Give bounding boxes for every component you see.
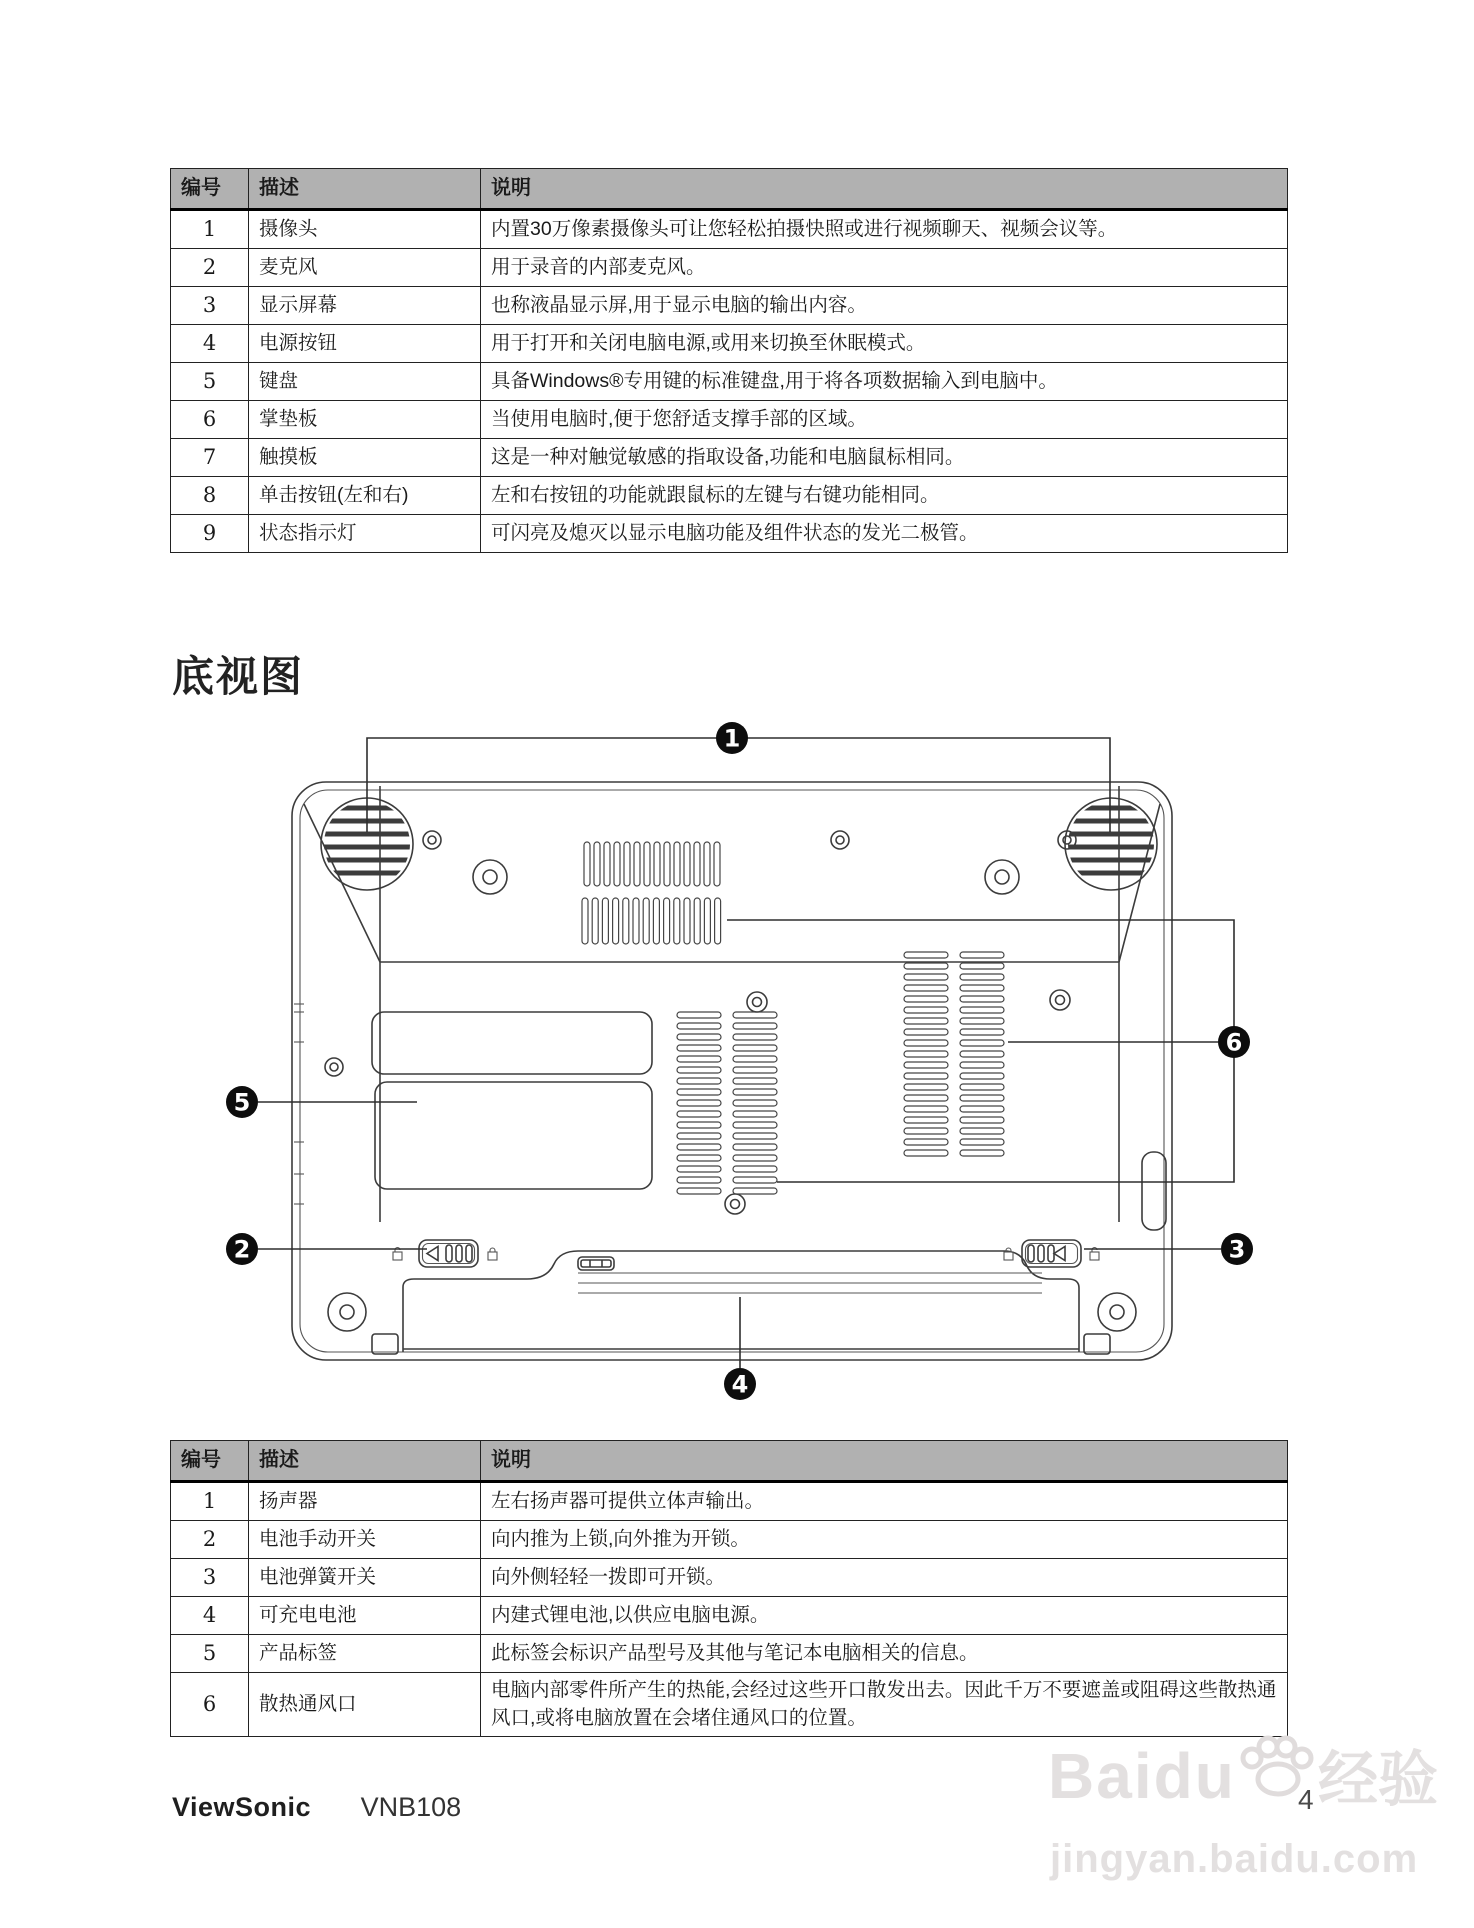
- battery-latch-spring: [1004, 1240, 1099, 1267]
- top-vent-row1: [584, 842, 720, 886]
- svg-text:3: 3: [1228, 1235, 1246, 1264]
- row-description: 散热通风口: [249, 1673, 481, 1737]
- svg-text:6: 6: [1225, 1028, 1243, 1057]
- col-header-description: 描述: [249, 169, 481, 210]
- speaker-grille-right: [1064, 798, 1158, 890]
- left-edge-ticks: [294, 1004, 304, 1204]
- rubber-feet: [328, 1293, 1136, 1354]
- battery-latch-manual: [393, 1240, 497, 1267]
- section-title-bottom-view: 底视图: [172, 653, 305, 700]
- row-explanation: 向外侧轻轻一拨即可开锁。: [481, 1559, 1288, 1597]
- page-number: 4: [1298, 1784, 1314, 1815]
- row-description: 电池弹簧开关: [249, 1559, 481, 1597]
- row-description: 电池手动开关: [249, 1521, 481, 1559]
- row-explanation: 用于录音的内部麦克风。: [481, 249, 1288, 287]
- row-explanation: 可闪亮及熄灭以显示电脑功能及组件状态的发光二极管。: [481, 515, 1288, 553]
- row-description: 显示屏幕: [249, 287, 481, 325]
- table-row: [171, 1673, 1288, 1737]
- table-row: [171, 363, 1288, 401]
- col-header-description: 描述: [249, 1441, 481, 1482]
- lock-icon: [488, 1248, 497, 1260]
- row-explanation: 这是一种对触觉敏感的指取设备,功能和电脑鼠标相同。: [481, 439, 1288, 477]
- row-number: 1: [171, 1482, 249, 1521]
- table-row: [171, 477, 1288, 515]
- table-header-row: [171, 1441, 1288, 1482]
- callout-4: [724, 1368, 756, 1400]
- row-number: 2: [171, 249, 249, 287]
- callout-6: [1218, 1026, 1250, 1058]
- row-explanation: 此标签会标识产品型号及其他与笔记本电脑相关的信息。: [481, 1635, 1288, 1673]
- row-explanation: 左右扬声器可提供立体声输出。: [481, 1482, 1288, 1521]
- row-number: 1: [171, 210, 249, 249]
- col-header-explanation: 说明: [481, 1441, 1288, 1482]
- baidu-watermark: [1046, 1734, 1474, 1892]
- callout-1: [716, 722, 748, 754]
- row-number: 8: [171, 477, 249, 515]
- row-number: 4: [171, 325, 249, 363]
- col-header-number: 编号: [171, 1441, 249, 1482]
- row-number: 7: [171, 439, 249, 477]
- row-explanation: 向内推为上锁,向外推为开锁。: [481, 1521, 1288, 1559]
- footer: [172, 1792, 461, 1823]
- model-number: VNB108: [360, 1792, 462, 1822]
- table-row: [171, 249, 1288, 287]
- row-description: 摄像头: [249, 210, 481, 249]
- product-label: [372, 1012, 652, 1189]
- svg-text:4: 4: [731, 1370, 749, 1399]
- row-number: 6: [171, 401, 249, 439]
- table-row: [171, 439, 1288, 477]
- row-explanation: 具备Windows®专用键的标准键盘,用于将各项数据输入到电脑中。: [481, 363, 1288, 401]
- row-explanation: 也称液晶显示屏,用于显示电脑的输出内容。: [481, 287, 1288, 325]
- table-row: [171, 1635, 1288, 1673]
- row-description: 产品标签: [249, 1635, 481, 1673]
- brand-name: ViewSonic: [172, 1792, 312, 1822]
- watermark-url: jingyan.baidu.com: [1050, 1837, 1419, 1881]
- bottom-view-diagram: [222, 712, 1262, 1432]
- row-number: 4: [171, 1597, 249, 1635]
- svg-text:1: 1: [723, 724, 741, 753]
- row-explanation: 电脑内部零件所产生的热能,会经过这些开口散发出去。因此千万不要遮盖或阻碍这些散热通风口,或将电脑放置在会堵住通风口的位置。: [481, 1673, 1288, 1737]
- table-row: [171, 515, 1288, 553]
- table-row: [171, 1482, 1288, 1521]
- row-number: 2: [171, 1521, 249, 1559]
- table-row: [171, 1597, 1288, 1635]
- row-description: 扬声器: [249, 1482, 481, 1521]
- row-explanation: 当使用电脑时,便于您舒适支撑手部的区域。: [481, 401, 1288, 439]
- row-number: 5: [171, 363, 249, 401]
- right-edge-slot: [1142, 1152, 1166, 1230]
- component-table-bottom: [170, 1440, 1288, 1737]
- svg-text:2: 2: [233, 1235, 251, 1264]
- right-vent-grid: [904, 952, 1004, 1156]
- row-number: 9: [171, 515, 249, 553]
- row-explanation: 用于打开和关闭电脑电源,或用来切换至休眠模式。: [481, 325, 1288, 363]
- callout-5: [226, 1086, 258, 1118]
- top-vent-row2: [582, 898, 721, 944]
- center-vent-grid: [677, 1012, 777, 1194]
- col-header-number: 编号: [171, 169, 249, 210]
- row-number: 3: [171, 287, 249, 325]
- row-description: 键盘: [249, 363, 481, 401]
- table-row: [171, 1521, 1288, 1559]
- table-row: [171, 287, 1288, 325]
- row-description: 单击按钮(左和右): [249, 477, 481, 515]
- lock-icon: [1004, 1248, 1013, 1260]
- table-row: [171, 325, 1288, 363]
- table-row: [171, 210, 1288, 249]
- row-number: 5: [171, 1635, 249, 1673]
- callout-3: [1221, 1233, 1253, 1265]
- battery: [403, 1251, 1079, 1352]
- svg-text:5: 5: [233, 1088, 251, 1117]
- row-description: 掌垫板: [249, 401, 481, 439]
- row-number: 6: [171, 1673, 249, 1737]
- row-description: 麦克风: [249, 249, 481, 287]
- row-description: 可充电电池: [249, 1597, 481, 1635]
- row-description: 电源按钮: [249, 325, 481, 363]
- table-row: [171, 1559, 1288, 1597]
- watermark-logo-cn: 经验: [1318, 1746, 1438, 1813]
- callout-2: [226, 1233, 258, 1265]
- table-row: [171, 401, 1288, 439]
- row-description: 状态指示灯: [249, 515, 481, 553]
- row-explanation: 内建式锂电池,以供应电脑电源。: [481, 1597, 1288, 1635]
- row-explanation: 左和右按钮的功能就跟鼠标的左键与右键功能相同。: [481, 477, 1288, 515]
- col-header-explanation: 说明: [481, 169, 1288, 210]
- row-number: 3: [171, 1559, 249, 1597]
- table-header-row: [171, 169, 1288, 210]
- row-explanation: 内置30万像素摄像头可让您轻松拍摄快照或进行视频聊天、视频会议等。: [481, 210, 1288, 249]
- row-description: 触摸板: [249, 439, 481, 477]
- watermark-logo-latin: Baidu: [1048, 1740, 1236, 1812]
- component-table-top: [170, 168, 1288, 553]
- battery-connector: [578, 1257, 614, 1270]
